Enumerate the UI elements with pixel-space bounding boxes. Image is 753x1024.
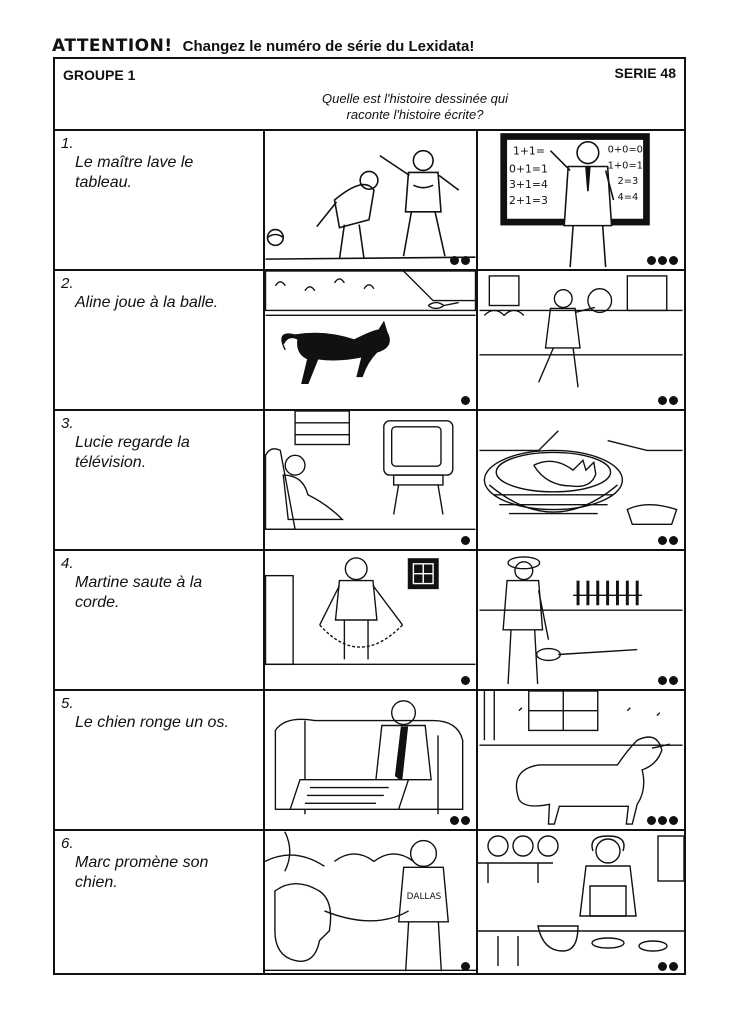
item-sentence: Marc promène son chien. bbox=[75, 854, 209, 891]
question-text bbox=[215, 91, 615, 123]
dot-marker bbox=[461, 676, 470, 685]
item-sentence: Le chien ronge un os. bbox=[75, 714, 229, 731]
exercise-row-3 bbox=[55, 411, 684, 551]
board-eq-8: 4=4 bbox=[617, 192, 639, 203]
picture-choice-2a[interactable] bbox=[265, 271, 478, 409]
item-number: 4. bbox=[61, 555, 74, 572]
item-number: 2. bbox=[61, 275, 74, 292]
dot-marker bbox=[450, 256, 470, 265]
picture-choice-2b[interactable] bbox=[478, 271, 684, 409]
dot-marker bbox=[461, 396, 470, 405]
item-sentence: Aline joue à la balle. bbox=[75, 294, 219, 311]
picture-choice-4a[interactable] bbox=[265, 551, 478, 689]
exercise-row-6 bbox=[55, 831, 684, 975]
item-number: 6. bbox=[61, 835, 74, 852]
board-eq-5: 0+0=0 bbox=[607, 144, 643, 156]
item-number: 3. bbox=[61, 415, 74, 432]
cat-in-basket-icon bbox=[478, 411, 684, 549]
sentence-cell bbox=[55, 271, 265, 409]
board-eq-6: 1+0=1 bbox=[607, 160, 643, 172]
exercise-row-2 bbox=[55, 271, 684, 411]
board-eq-1: 1+1= bbox=[512, 144, 545, 158]
board-eq-3: 3+1=4 bbox=[509, 178, 548, 192]
dot-marker bbox=[450, 816, 470, 825]
exercise-grid bbox=[55, 129, 684, 975]
board-eq-2: 0+1=1 bbox=[509, 162, 548, 176]
man-with-net-icon bbox=[478, 551, 684, 689]
girl-jumping-rope-icon bbox=[265, 551, 476, 689]
girl-playing-ball-icon bbox=[478, 271, 684, 409]
picture-choice-1b[interactable] bbox=[478, 131, 684, 269]
woman-setting-table-icon bbox=[478, 831, 684, 975]
picture-choice-5b[interactable] bbox=[478, 691, 684, 829]
board-eq-7: 2=3 bbox=[617, 176, 639, 188]
dog-with-bone-icon bbox=[478, 691, 684, 829]
girl-watching-tv-icon bbox=[265, 411, 476, 549]
attention-label: ATTENTION! bbox=[52, 36, 173, 56]
two-boys-playing-ball-icon bbox=[265, 131, 476, 269]
group-label: GROUPE 1 bbox=[63, 67, 136, 83]
cat-chasing-mouse-icon bbox=[265, 271, 476, 409]
exercise-row-4 bbox=[55, 551, 684, 691]
item-sentence: Le maître lave le tableau. bbox=[75, 154, 194, 191]
man-reading-newspaper-icon bbox=[265, 691, 476, 829]
picture-choice-3a[interactable] bbox=[265, 411, 478, 549]
picture-choice-6a[interactable] bbox=[265, 831, 478, 975]
item-number: 1. bbox=[61, 135, 74, 152]
dot-marker bbox=[461, 536, 470, 545]
item-number: 5. bbox=[61, 695, 74, 712]
teacher-at-blackboard-icon bbox=[478, 131, 684, 269]
sentence-cell bbox=[55, 831, 265, 975]
picture-choice-3b[interactable] bbox=[478, 411, 684, 549]
shirt-text: DALLAS bbox=[406, 892, 442, 903]
sentence-cell bbox=[55, 411, 265, 549]
sentence-cell bbox=[55, 691, 265, 829]
dot-marker bbox=[658, 536, 678, 545]
question-line-1: Quelle est l'histoire dessinée qui bbox=[321, 91, 509, 106]
worksheet-frame bbox=[53, 57, 686, 975]
item-sentence: Lucie regarde la télévision. bbox=[75, 434, 190, 471]
board-eq-4: 2+1=3 bbox=[509, 193, 548, 207]
attention-notice: Changez le numéro de série du Lexidata! bbox=[182, 38, 475, 55]
picture-choice-1a[interactable] bbox=[265, 131, 478, 269]
picture-choice-4b[interactable] bbox=[478, 551, 684, 689]
dot-marker bbox=[647, 816, 678, 825]
sentence-cell bbox=[55, 551, 265, 689]
picture-choice-6b[interactable] bbox=[478, 831, 684, 975]
exercise-row-1 bbox=[55, 131, 684, 271]
dot-marker bbox=[461, 962, 470, 971]
dot-marker bbox=[658, 962, 678, 971]
exercise-row-5 bbox=[55, 691, 684, 831]
picture-choice-5a[interactable] bbox=[265, 691, 478, 829]
item-sentence: Martine saute à la corde. bbox=[75, 574, 203, 611]
serie-label: SERIE 48 bbox=[614, 65, 676, 81]
boy-walking-dog-icon bbox=[265, 831, 476, 975]
dot-marker bbox=[658, 676, 678, 685]
question-line-2: raconte l'histoire écrite? bbox=[346, 107, 484, 122]
dot-marker bbox=[647, 256, 678, 265]
dot-marker bbox=[658, 396, 678, 405]
sentence-cell bbox=[55, 131, 265, 269]
